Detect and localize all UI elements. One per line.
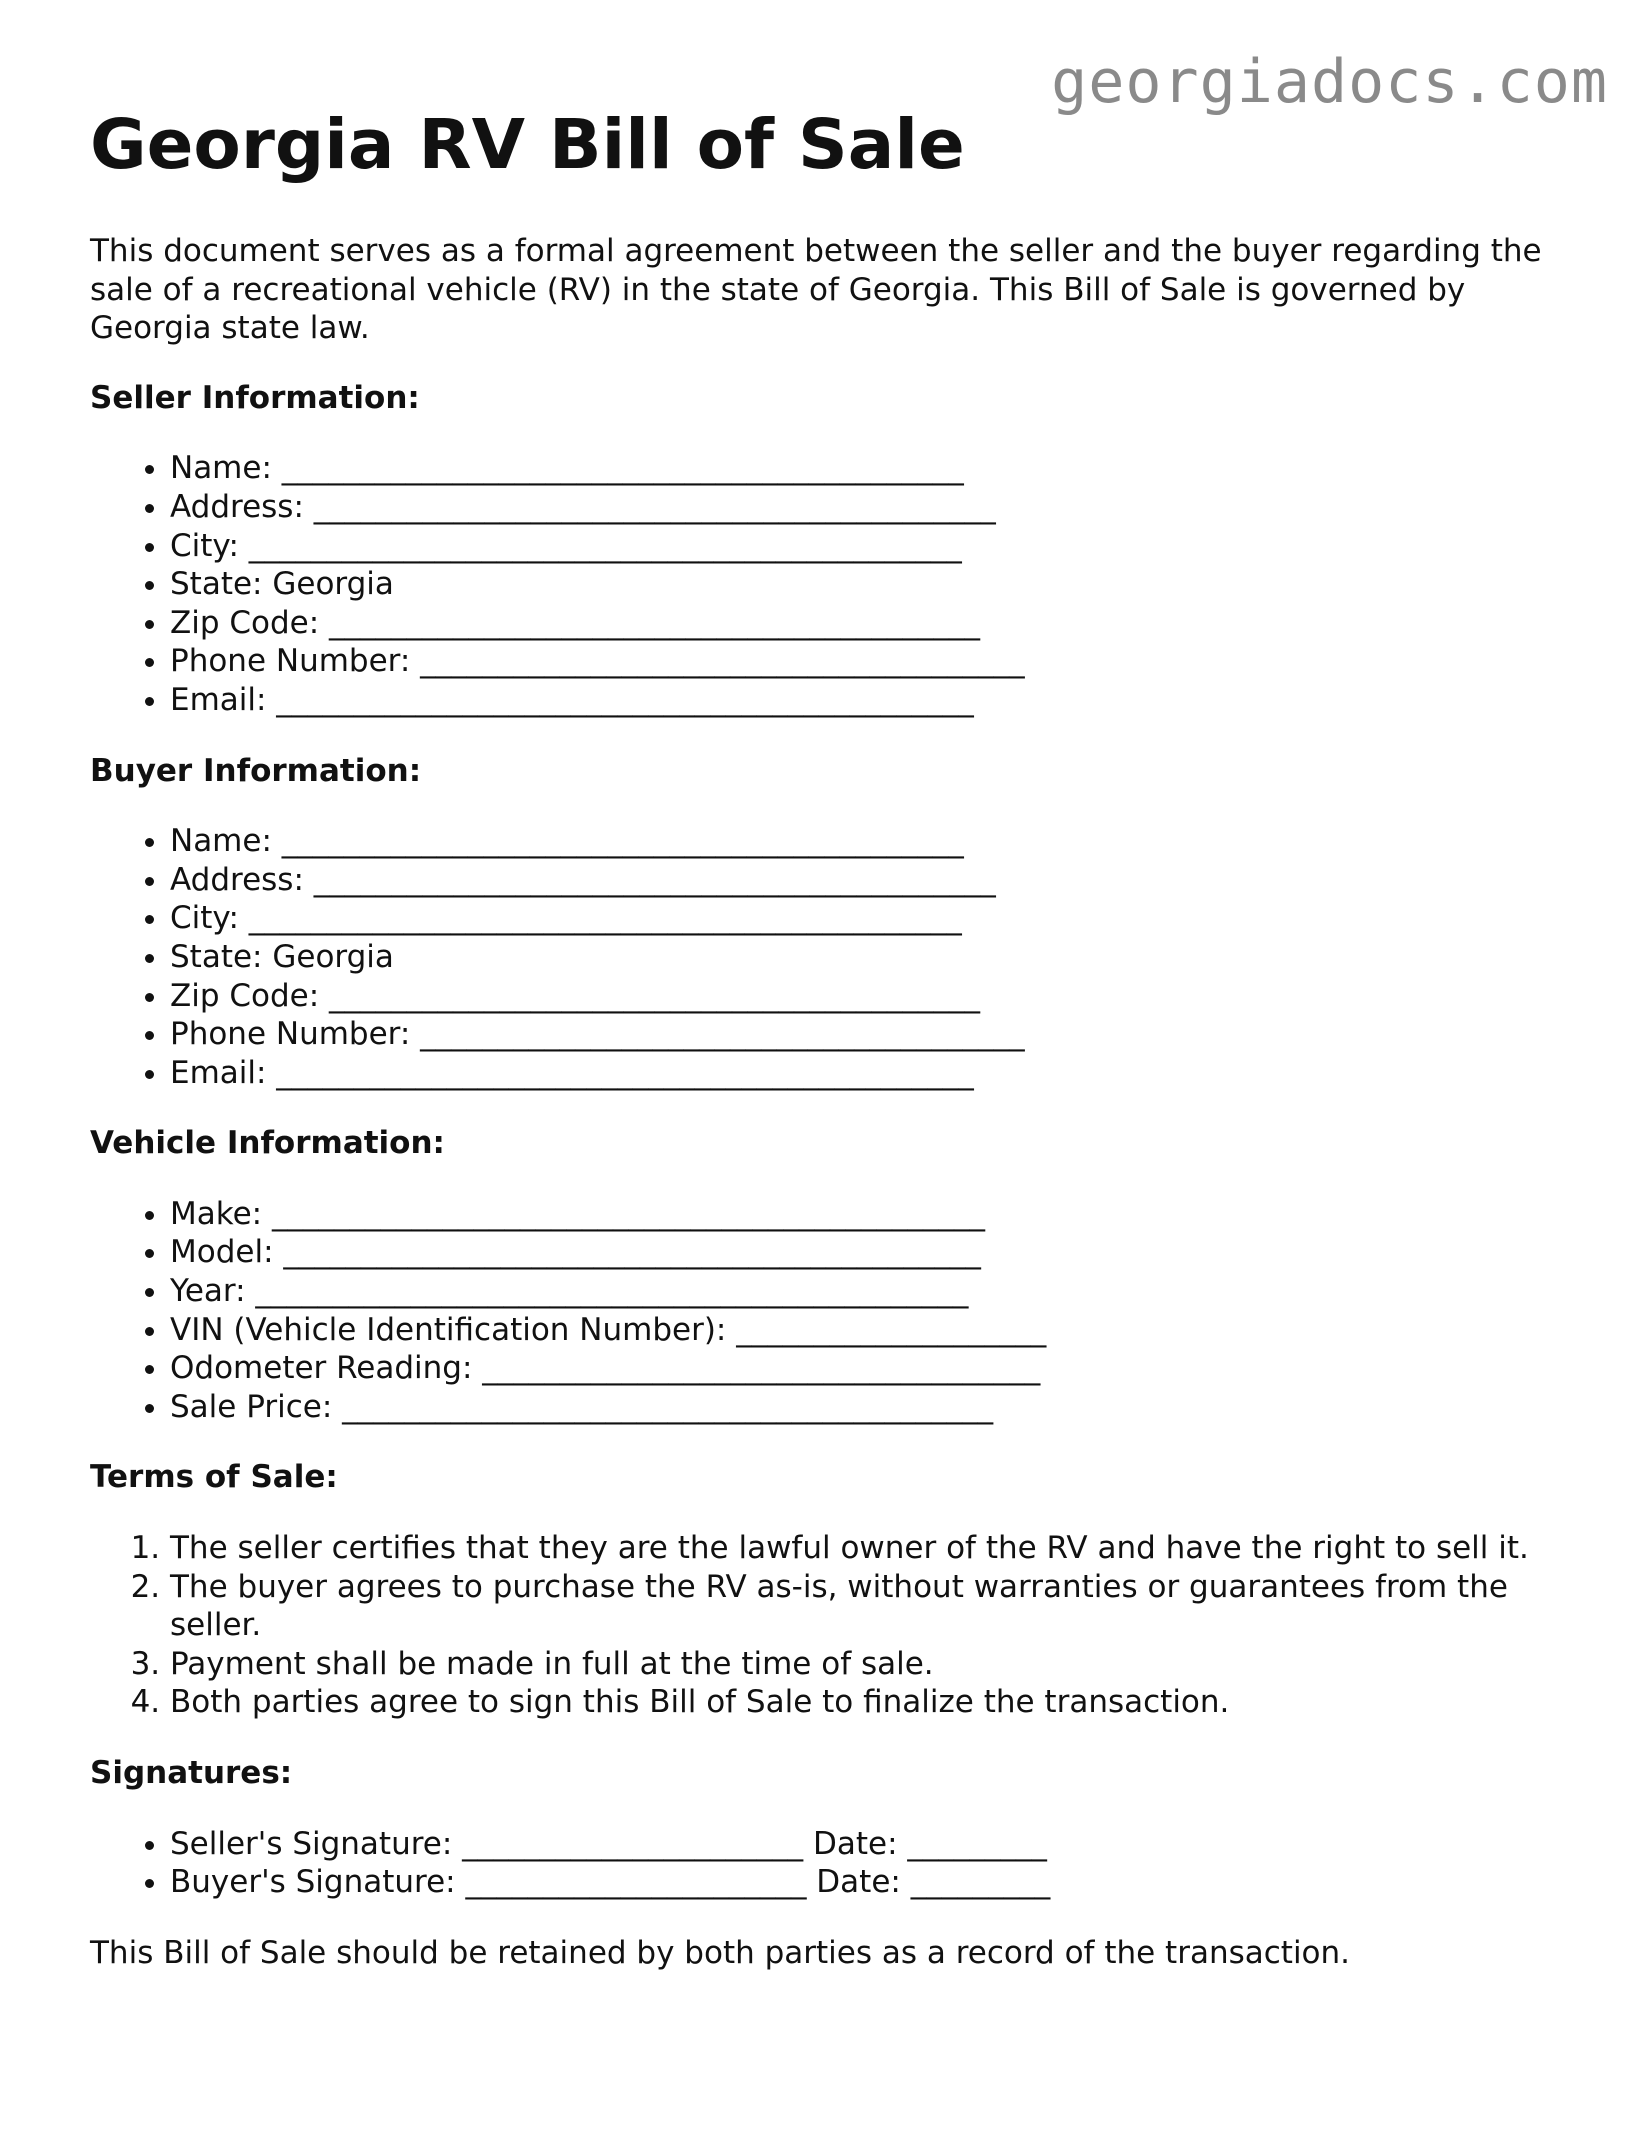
seller-zip-field: • Zip Code: __________________________________________ bbox=[170, 604, 1570, 643]
vehicle-vin-field: • VIN (Vehicle Identification Number): ____________________ bbox=[170, 1311, 1570, 1350]
seller-heading: Seller Information: bbox=[90, 379, 420, 416]
buyer-state-field: • State: Georgia bbox=[170, 938, 1570, 977]
buyer-address-field: • Address: ____________________________________________ bbox=[170, 861, 1570, 900]
seller-signature-field: • Seller's Signature: ______________________ Date: _________ bbox=[170, 1825, 1570, 1864]
signatures-list bbox=[90, 1825, 1570, 1902]
terms-list bbox=[90, 1529, 1570, 1722]
buyer-phone-field: • Phone Number: _______________________________________ bbox=[170, 1015, 1570, 1054]
terms-item: 3. Payment shall be made in full at the time of sale. bbox=[170, 1645, 1570, 1684]
vehicle-model-field: • Model: _____________________________________________ bbox=[170, 1233, 1570, 1272]
buyer-zip-field: • Zip Code: __________________________________________ bbox=[170, 977, 1570, 1016]
buyer-city-field: • City: ______________________________________________ bbox=[170, 899, 1570, 938]
seller-city-field: • City: ______________________________________________ bbox=[170, 527, 1570, 566]
vehicle-heading: Vehicle Information: bbox=[90, 1125, 445, 1162]
buyer-name-field: • Name: ____________________________________________ bbox=[170, 822, 1570, 861]
seller-state-field: • State: Georgia bbox=[170, 565, 1570, 604]
closing-note: This Bill of Sale should be retained by both parties as a record of the transaction. bbox=[90, 1934, 1351, 1971]
seller-phone-field: • Phone Number: _______________________________________ bbox=[170, 642, 1570, 681]
vehicle-price-field: • Sale Price: __________________________________________ bbox=[170, 1388, 1570, 1427]
terms-item: 2. The buyer agrees to purchase the RV as-is, without warranties or guarantees from the seller. bbox=[170, 1568, 1570, 1645]
terms-item: 4. Both parties agree to sign this Bill of Sale to finalize the transaction. bbox=[170, 1683, 1570, 1722]
buyer-email-field: • Email: _____________________________________________ bbox=[170, 1054, 1570, 1093]
vehicle-make-field: • Make: ______________________________________________ bbox=[170, 1195, 1570, 1234]
site-watermark: georgiadocs.com bbox=[1051, 47, 1608, 117]
seller-address-field: • Address: ____________________________________________ bbox=[170, 488, 1570, 527]
terms-item: 1. The seller certifies that they are the lawful owner of the RV and have the right to sell it. bbox=[170, 1529, 1570, 1568]
intro-paragraph: This document serves as a formal agreement between the seller and the buyer regarding the sale of a recreational vehicle (RV) in the state of Georgia. This Bill of Sale is governed by Georgia state law. bbox=[90, 233, 1542, 347]
seller-email-field: • Email: _____________________________________________ bbox=[170, 681, 1570, 720]
buyer-heading: Buyer Information: bbox=[90, 752, 422, 789]
buyer-list bbox=[90, 822, 1570, 1092]
vehicle-list bbox=[90, 1195, 1570, 1427]
seller-list bbox=[90, 449, 1570, 719]
seller-name-field: • Name: ____________________________________________ bbox=[170, 449, 1570, 488]
document-title: Georgia RV Bill of Sale bbox=[90, 105, 965, 185]
document-body bbox=[90, 232, 1570, 1972]
vehicle-odometer-field: • Odometer Reading: ____________________________________ bbox=[170, 1349, 1570, 1388]
terms-heading: Terms of Sale: bbox=[90, 1459, 338, 1496]
vehicle-year-field: • Year: ______________________________________________ bbox=[170, 1272, 1570, 1311]
buyer-signature-field: • Buyer's Signature: ______________________ Date: _________ bbox=[170, 1863, 1570, 1902]
signatures-heading: Signatures: bbox=[90, 1755, 293, 1791]
